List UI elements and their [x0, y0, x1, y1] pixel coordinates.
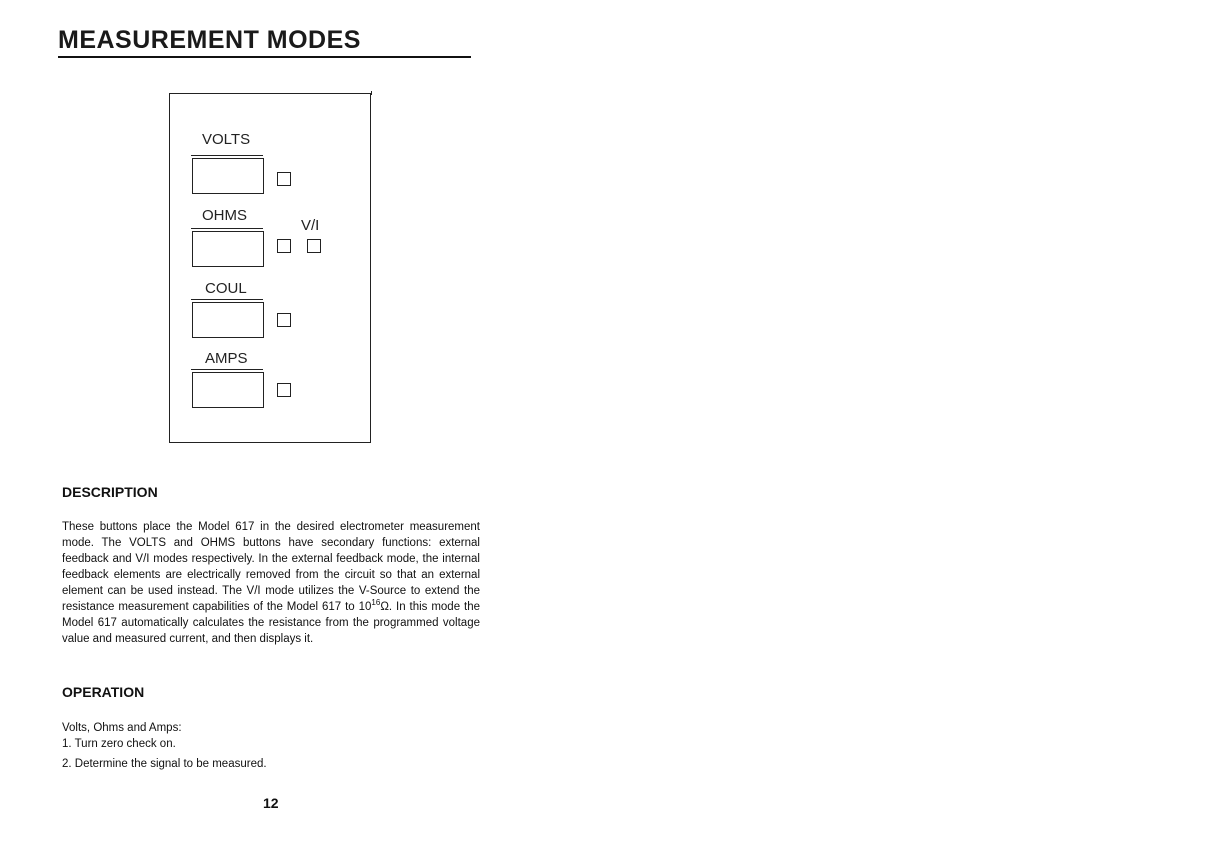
volts-button [192, 158, 264, 194]
operation-intro: Volts, Ohms and Amps: [62, 722, 182, 734]
amps-led [277, 383, 291, 397]
description-text-part1: These buttons place the Model 617 in the desired electrometer measurement mode. The VOLTS and OHMS buttons have secondary functions: external feedback and V/I modes respectively. In the external feedback mode, the internal feedback elements are electrically removed from the circuit so that an external element can be used instead. The V/I mode utilizes the V-Source to extend the resistance measurement capabilities of the Model 617 to 10 [62, 521, 480, 613]
volts-label: VOLTS [202, 131, 251, 148]
panel-corner [371, 91, 372, 95]
front-panel-diagram [169, 93, 371, 443]
operation-heading: OPERATION [62, 684, 145, 700]
vi-led [307, 239, 321, 253]
operation-step-1: 1. Turn zero check on. [62, 738, 176, 750]
coul-button [192, 302, 264, 338]
amps-label: AMPS [205, 350, 248, 367]
description-heading: DESCRIPTION [62, 484, 158, 500]
ohms-label: OHMS [202, 207, 247, 224]
volts-led [277, 172, 291, 186]
ohms-button [192, 231, 264, 267]
description-text-part2: Ω. In this mode the Model 617 automatically calculates the resistance from the programmed voltage value and measured current, and then displays it. [62, 601, 480, 645]
coul-led [277, 313, 291, 327]
page-title: MEASUREMENT MODES [58, 26, 361, 54]
vi-label: V/I [301, 217, 320, 234]
description-text [62, 519, 480, 647]
title-rule [58, 56, 471, 58]
amps-button [192, 372, 264, 408]
operation-step-2: 2. Determine the signal to be measured. [62, 758, 267, 770]
ohms-led [277, 239, 291, 253]
coul-label: COUL [205, 280, 247, 297]
exponent: 16 [371, 598, 381, 608]
page-number: 12 [263, 795, 279, 811]
